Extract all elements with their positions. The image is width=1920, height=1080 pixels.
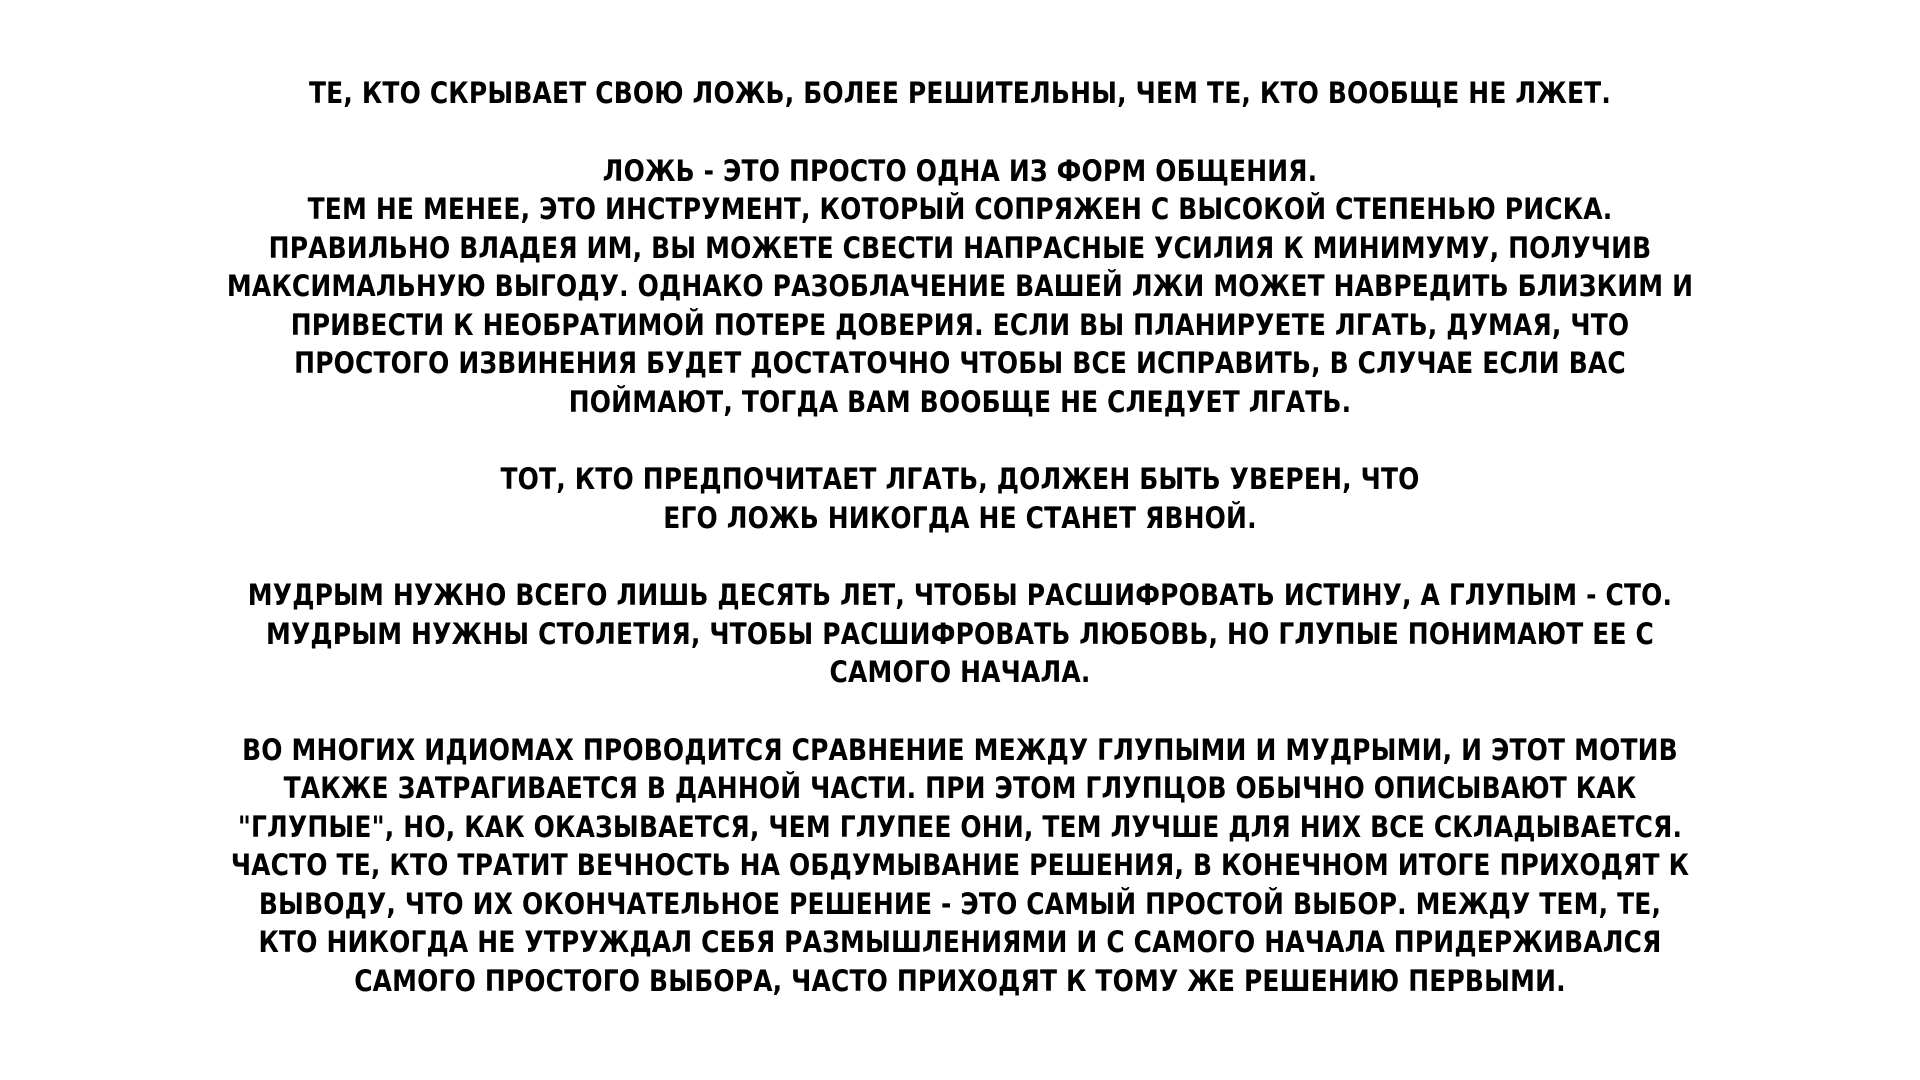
text-line: САМОГО ПРОСТОГО ВЫБОРА, ЧАСТО ПРИХОДЯТ К ТОМУ ЖЕ РЕШЕНИЮ ПЕРВЫМИ. xyxy=(354,963,1566,998)
text-line: ЕГО ЛОЖЬ НИКОГДА НЕ СТАНЕТ ЯВНОЙ. xyxy=(663,500,1257,535)
text-line: ЧАСТО ТЕ, КТО ТРАТИТ ВЕЧНОСТЬ НА ОБДУМЫВАНИЕ РЕШЕНИЯ, В КОНЕЧНОМ ИТОГЕ ПРИХОДЯТ К xyxy=(230,848,1690,882)
paragraph-5 xyxy=(100,731,1820,1001)
text-line: ВО МНОГИХ ИДИОМАХ ПРОВОДИТСЯ СРАВНЕНИЕ МЕЖДУ ГЛУПЫМИ И МУДРЫМИ, И ЭТОТ МОТИВ xyxy=(242,732,1678,767)
text-line: "ГЛУПЫЕ", НО, КАК ОКАЗЫВАЕТСЯ, ЧЕМ ГЛУПЕЕ ОНИ, ТЕМ ЛУЧШЕ ДЛЯ НИХ ВСЕ СКЛАДЫВАЕТСЯ. xyxy=(237,809,1683,844)
paragraph-2 xyxy=(100,152,1820,422)
text-line: ТАКЖЕ ЗАТРАГИВАЕТСЯ В ДАННОЙ ЧАСТИ. ПРИ ЭТОМ ГЛУПЦОВ ОБЫЧНО ОПИСЫВАЮТ КАК xyxy=(283,771,1637,805)
text-line: ПРАВИЛЬНО ВЛАДЕЯ ИМ, ВЫ МОЖЕТЕ СВЕСТИ НАПРАСНЫЕ УСИЛИЯ К МИНИМУМУ, ПОЛУЧИВ xyxy=(268,230,1652,265)
text-line: САМОГО НАЧАЛА. xyxy=(829,655,1091,689)
text-line: ПРИВЕСТИ К НЕОБРАТИМОЙ ПОТЕРЕ ДОВЕРИЯ. ЕСЛИ ВЫ ПЛАНИРУЕТЕ ЛГАТЬ, ДУМАЯ, ЧТО xyxy=(290,307,1630,342)
paragraph-3 xyxy=(100,460,1820,537)
text-line: ТЕ, КТО СКРЫВАЕТ СВОЮ ЛОЖЬ, БОЛЕЕ РЕШИТЕЛЬНЫ, ЧЕМ ТЕ, КТО ВООБЩЕ НЕ ЛЖЕТ. xyxy=(308,76,1612,110)
text-line: ТОТ, КТО ПРЕДПОЧИТАЕТ ЛГАТЬ, ДОЛЖЕН БЫТЬ УВЕРЕН, ЧТО xyxy=(500,462,1420,496)
text-line: ВЫВОДУ, ЧТО ИХ ОКОНЧАТЕЛЬНОЕ РЕШЕНИЕ - ЭТО САМЫЙ ПРОСТОЙ ВЫБОР. МЕЖДУ ТЕМ, ТЕ, xyxy=(258,886,1662,921)
text-line: ЛОЖЬ - ЭТО ПРОСТО ОДНА ИЗ ФОРМ ОБЩЕНИЯ. xyxy=(602,153,1318,188)
paragraph-4 xyxy=(100,576,1820,692)
text-line: ПРОСТОГО ИЗВИНЕНИЯ БУДЕТ ДОСТАТОЧНО ЧТОБЫ ВСЕ ИСПРАВИТЬ, В СЛУЧАЕ ЕСЛИ ВАС xyxy=(294,346,1626,380)
text-line: ТЕМ НЕ МЕНЕЕ, ЭТО ИНСТРУМЕНТ, КОТОРЫЙ СОПРЯЖЕН С ВЫСОКОЙ СТЕПЕНЬЮ РИСКА. xyxy=(307,192,1613,226)
text-line: МУДРЫМ НУЖНО ВСЕГО ЛИШЬ ДЕСЯТЬ ЛЕТ, ЧТОБЫ РАСШИФРОВАТЬ ИСТИНУ, А ГЛУПЫМ - СТО. xyxy=(247,578,1673,612)
text-line: ПОЙМАЮТ, ТОГДА ВАМ ВООБЩЕ НЕ СЛЕДУЕТ ЛГАТЬ. xyxy=(568,384,1352,419)
paragraph-1 xyxy=(100,74,1820,113)
text-line: МУДРЫМ НУЖНЫ СТОЛЕТИЯ, ЧТОБЫ РАСШИФРОВАТЬ ЛЮБОВЬ, НО ГЛУПЫЕ ПОНИМАЮТ ЕЕ С xyxy=(265,616,1655,651)
text-line: КТО НИКОГДА НЕ УТРУЖДАЛ СЕБЯ РАЗМЫШЛЕНИЯМИ И С САМОГО НАЧАЛА ПРИДЕРЖИВАЛСЯ xyxy=(258,925,1662,959)
text-line: МАКСИМАЛЬНУЮ ВЫГОДУ. ОДНАКО РАЗОБЛАЧЕНИЕ ВАШЕЙ ЛЖИ МОЖЕТ НАВРЕДИТЬ БЛИЗКИМ И xyxy=(226,269,1694,303)
